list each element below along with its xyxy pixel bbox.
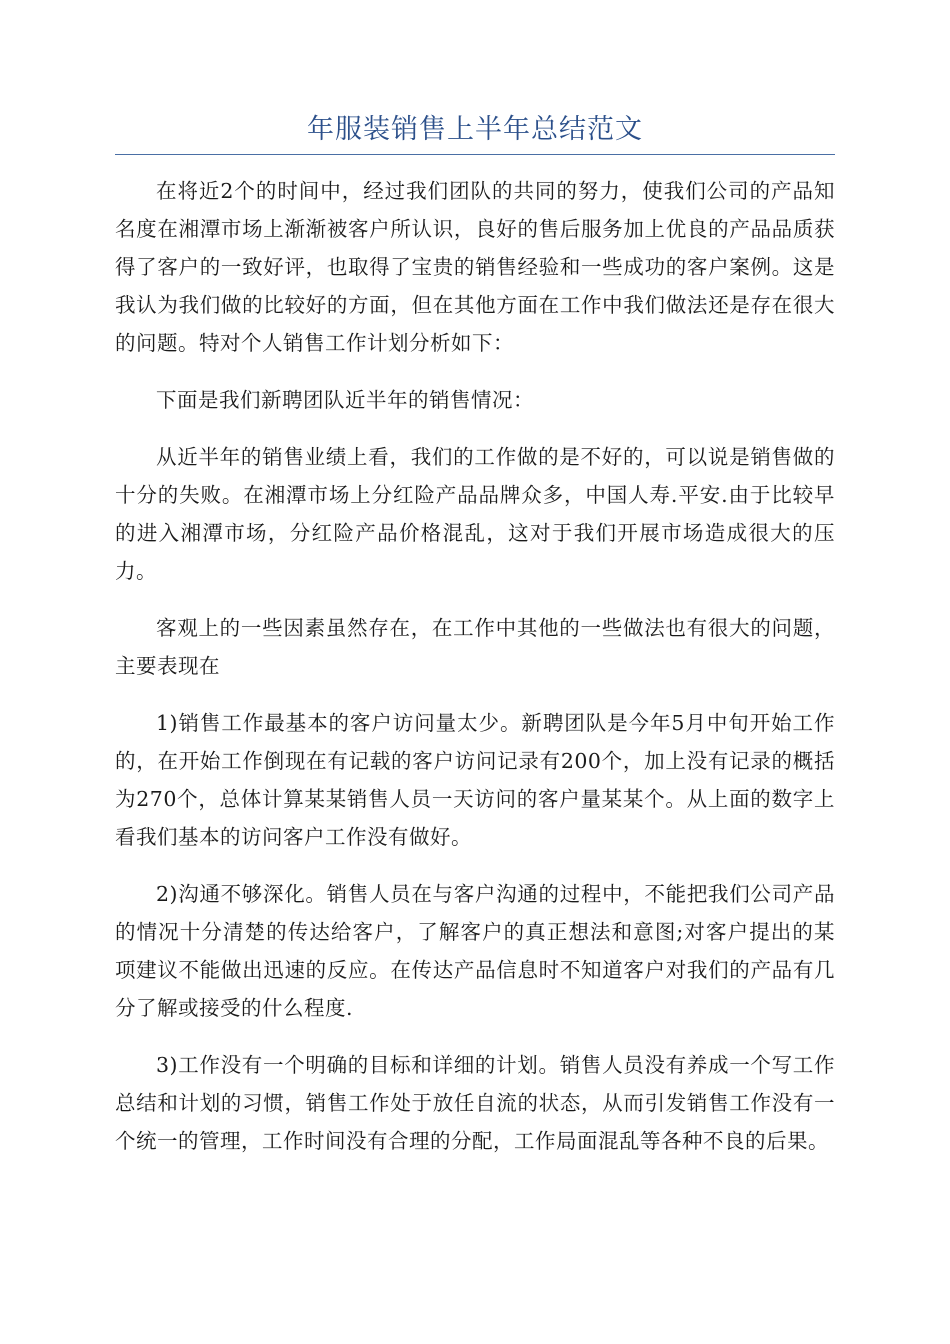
paragraph-problem-1: 1)销售工作最基本的客户访问量太少。新聘团队是今年5月中旬开始工作的，在开始工作倒现在有记载的客户访问记录有200个，加上没有记录的概括为270个，总体计算某某销售人员一天访问的客户量某某个。从上面的数字上看我们基本的访问客户工作没有做好。 <box>115 711 835 849</box>
document-body <box>115 172 835 1179</box>
document-title: 年服装销售上半年总结范文 <box>307 114 643 145</box>
paragraph-problems-intro: 客观上的一些因素虽然存在，在工作中其他的一些做法也有很大的问题，主要表现在 <box>115 616 835 678</box>
paragraph-problem-3: 3)工作没有一个明确的目标和详细的计划。销售人员没有养成一个写工作总结和计划的习惯，销售工作处于放任自流的状态，从而引发销售工作没有一个统一的管理，工作时间没有合理的分配，工作局面混乱等各种不良的后果。 <box>115 1053 835 1153</box>
title-underline <box>115 154 835 155</box>
paragraph-intro: 在将近2个的时间中，经过我们团队的共同的努力，使我们公司的产品知名度在湘潭市场上渐渐被客户所认识，良好的售后服务加上优良的产品品质获得了客户的一致好评，也取得了宝贵的销售经验和一些成功的客户案例。这是我认为我们做的比较好的方面，但在其他方面在工作中我们做法还是存在很大的问题。特对个人销售工作计划分析如下： <box>115 179 835 355</box>
paragraph-problem-2: 2)沟通不够深化。销售人员在与客户沟通的过程中，不能把我们公司产品的情况十分清楚的传达给客户，了解客户的真正想法和意图;对客户提出的某项建议不能做出迅速的反应。在传达产品信息时不知道客户对我们的产品有几分了解或接受的什么程度. <box>115 882 835 1020</box>
paragraph-sales-intro: 下面是我们新聘团队近半年的销售情况： <box>156 388 534 412</box>
paragraph-performance: 从近半年的销售业绩上看，我们的工作做的是不好的，可以说是销售做的十分的失败。在湘潭市场上分红险产品品牌众多，中国人寿.平安.由于比较早的进入湘潭市场，分红险产品价格混乱，这对于我们开展市场造成很大的压力。 <box>115 445 835 583</box>
